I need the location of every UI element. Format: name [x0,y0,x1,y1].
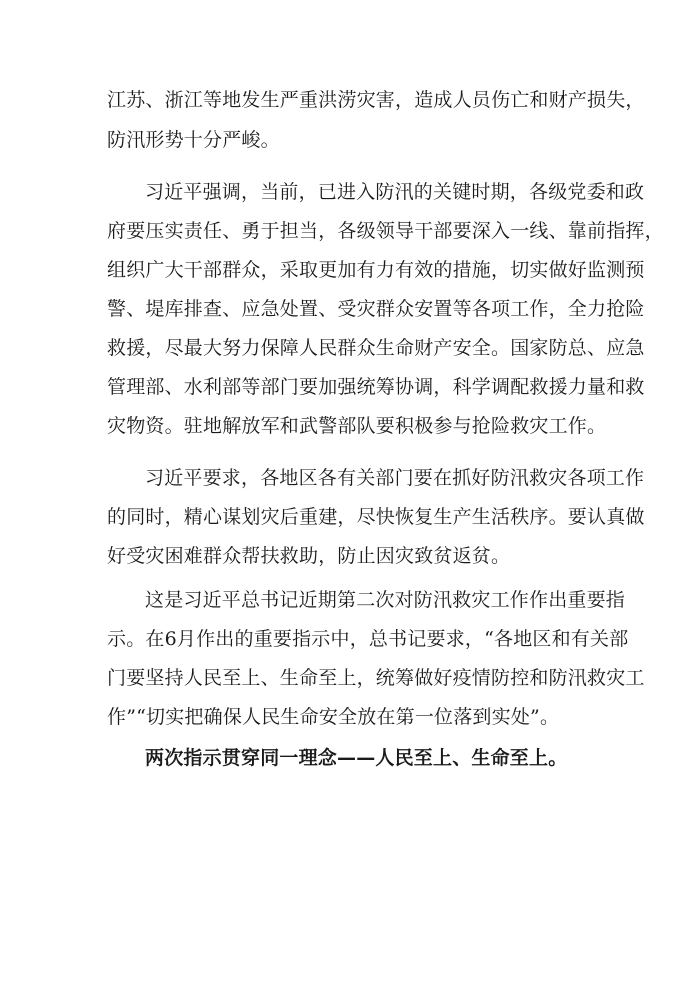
text-line: 灾物资。驻地解放军和武警部队要积极参与抢险救灾工作。 [107,415,607,437]
text-line: 防汛形势十分严峻。 [107,129,280,151]
text-line: 的同时，精心谋划灾后重建，尽快恢复生产生活秩序。要认真做 [107,506,645,528]
text-line: 习近平强调，当前，已进入防汛的关键时期，各级党委和政 [145,181,645,203]
text-line: 作”“切实把确保人民生命安全放在第一位落到实处”。 [107,706,560,728]
text-line: 警、堤库排查、应急处置、受灾群众安置等各项工作，全力抢险 [107,298,645,320]
text-line: 习近平要求，各地区各有关部门要在抓好防汛救灾各项工作 [145,467,645,489]
text-line: 好受灾困难群众帮扶救助，防止因灾致贫返贫。 [107,545,511,567]
text-line: 示。在6月作出的重要指示中，总书记要求，“各地区和有关部 [107,628,629,650]
text-line: 组织广大干部群众，采取更加有力有效的措施，切实做好监测预 [107,259,645,281]
text-line: 救援，尽最大努力保障人民群众生命财产安全。国家防总、应急 [107,337,645,359]
text-line: 管理部、水利部等部门要加强统筹协调，科学调配救援力量和救 [107,376,645,398]
text-line: 江苏、浙江等地发生严重洪涝灾害，造成人员伤亡和财产损失， [107,89,645,111]
text-line: 府要压实责任、勇于担当，各级领导干部要深入一线、靠前指挥， [107,220,664,242]
text-line: 门要坚持人民至上、生命至上，统筹做好疫情防控和防汛救灾工 [107,667,645,689]
text-line: 这是习近平总书记近期第二次对防汛救灾工作作出重要指 [145,589,626,611]
text-line-bold: 两次指示贯穿同一理念——人民至上、生命至上。 [145,747,568,769]
